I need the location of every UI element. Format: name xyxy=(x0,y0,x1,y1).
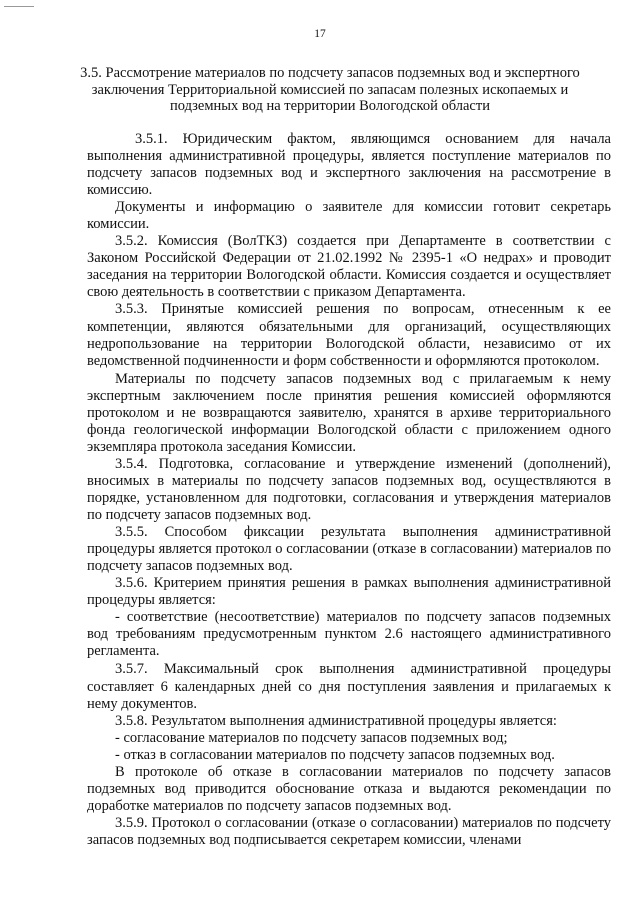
paragraph-refusal-protocol: В протоколе об отказе в согласовании материалов по подсчету запасов подземных вод приводится обоснование отказа и выдаются рекомендации по доработке материалов по подсчету запасов подземных вод. xyxy=(87,763,611,814)
list-item-approval: - согласование материалов по подсчету запасов подземных вод; xyxy=(115,729,508,746)
paragraph-materials-archive: Материалы по подсчету запасов подземных вод с прилагаемым к нему экспертным заключением после принятия решения комиссией оформляются протоколом и не возвращаются заявителю, хранятся в архиве территориального фонда геологической информации Вологодской области с приложением одного экземпляра протокола заседания Комиссии. xyxy=(87,370,611,455)
paragraph-3-5-3: 3.5.3. Принятые комиссией решения по вопросам, отнесенным к ее компетенции, являются обязательными для организаций, осуществляющих недропользование на территории Вологодской области, независимо от их ведомственной подчиненности и форм собственности и оформляются протоколом. xyxy=(87,301,611,369)
paragraph-documents-info: Документы и информацию о заявителе для комиссии готовит секретарь комиссии. xyxy=(87,199,611,233)
paragraph-3-5-2: 3.5.2. Комиссия (ВолТКЗ) создается при Департаменте в соответствии с Законом Российской Федерации от 21.02.1992 № 2395-1 «О недрах» и проводит заседания на территории Вологодской области. Комиссия создается и осуществляет свою деятельность в соответствии с приказом Департамента. xyxy=(87,233,611,301)
scan-corner-mark xyxy=(4,6,34,7)
paragraph-3-5-9: 3.5.9. Протокол о согласовании (отказе о согласовании) материалов по подсчету запасов подземных вод подписывается секретарем комиссии, членами xyxy=(87,814,611,848)
paragraph-3-5-6: 3.5.6. Критерием принятия решения в рамках выполнения административной процедуры является: xyxy=(87,575,611,609)
paragraph-3-5-4: 3.5.4. Подготовка, согласование и утверждение изменений (дополнений), вносимых в материалы по подсчету запасов подземных вод, осуществляются в порядке, установленном для подготовки, согласования и утверждения материалов по подсчету запасов подземных вод. xyxy=(87,455,611,524)
paragraph-3-5-8: 3.5.8. Результатом выполнения административной процедуры является: xyxy=(115,712,557,729)
list-item-refusal: - отказ в согласовании материалов по подсчету запасов подземных вод. xyxy=(115,746,555,763)
list-item-compliance: - соответствие (несоответствие) материалов по подсчету запасов подземных вод требованиям предусмотренным пунктом 2.6 настоящего административного регламента. xyxy=(87,609,611,660)
paragraph-3-5-1: 3.5.1. Юридическим фактом, являющимся основанием для начала выполнения административной процедуры, является поступление материалов по подсчету запасов подземных вод и экспертного заключения на рассмотрение в комиссию. xyxy=(87,131,611,199)
paragraph-3-5-7: 3.5.7. Максимальный срок выполнения административной процедуры составляет 6 календарных дней со дня поступления заявления и прилагаемых к нему документов. xyxy=(87,661,611,712)
section-heading: 3.5. Рассмотрение материалов по подсчету запасов подземных вод и экспертного заключения Территориальной комиссией по запасам полезных ископаемых и подземных вод на территории Вологодской области xyxy=(80,65,580,115)
page-number: 17 xyxy=(314,28,326,40)
document-body xyxy=(87,131,611,849)
paragraph-3-5-5: 3.5.5. Способом фиксации результата выполнения административной процедуры является протокол о согласовании (отказе в согласовании) материалов по подсчету запасов подземных вод. xyxy=(87,524,611,575)
